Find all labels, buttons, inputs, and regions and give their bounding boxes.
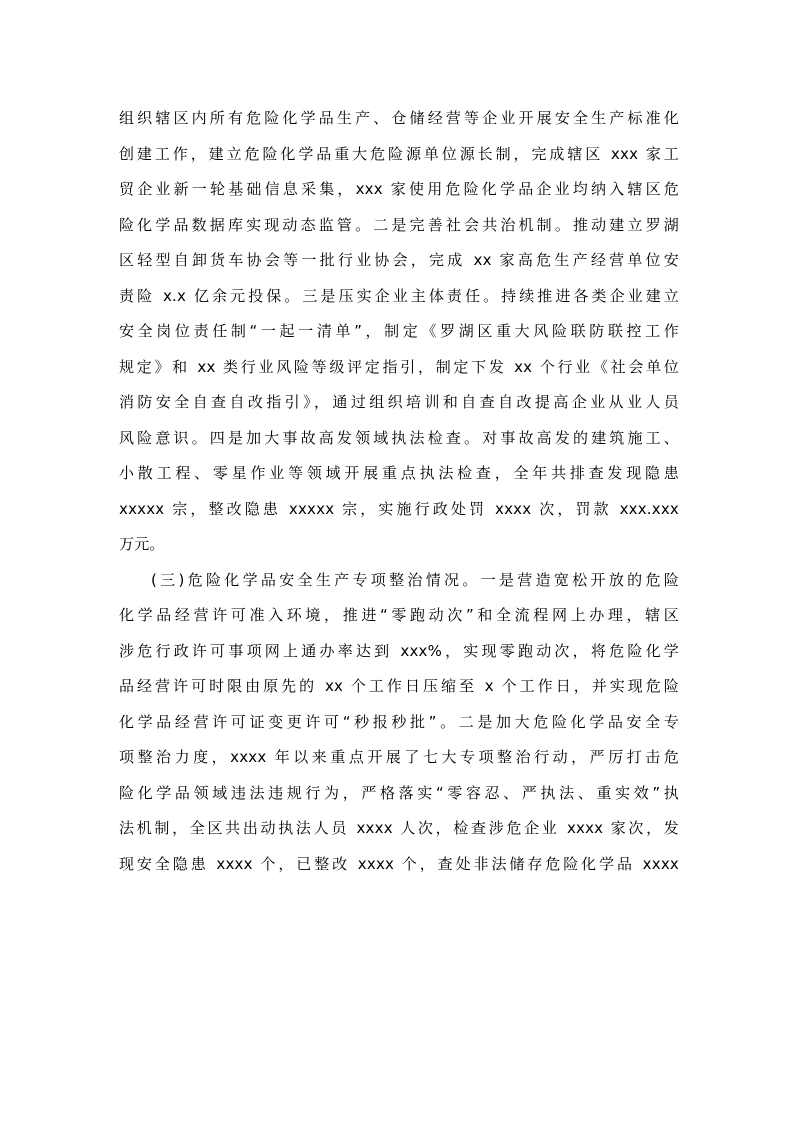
text-line: 小散工程、零星作业等领域开展重点执法检查，全年共排查发现隐患 xyxy=(119,464,679,482)
text-line: 险化学品领域违法违规行为，严格落实“零容忍、严执法、重实效”执 xyxy=(119,783,679,802)
text-line: 创建工作，建立危险化学品重大危险源单位源长制，完成辖区 xxx 家工 xyxy=(119,144,679,163)
text-line: 现安全隐患 xxxx 个，已整改 xxxx 个，查处非法储存危险化学品 xxxx xyxy=(119,854,679,873)
text-line: 区轻型自卸货车协会等一批行业协会，完成 xx 家高危生产经营单位安 xyxy=(119,251,679,269)
text-line: 项整治力度，xxxx 年以来重点开展了七大专项整治行动，严厉打击危 xyxy=(119,748,679,766)
text-line: 品经营许可时限由原先的 xx 个工作日压缩至 x 个工作日，并实现危险 xyxy=(119,677,679,695)
text-line: 法机制，全区共出动执法人员 xxxx 人次，检查涉危企业 xxxx 家次，发 xyxy=(119,819,679,837)
text-line: 安全岗位责任制“一起一清单”，制定《罗湖区重大风险联防联控工作 xyxy=(119,322,679,340)
text-line: xxxxx 宗，整改隐患 xxxxx 宗，实施行政处罚 xxxx 次，罚款 xxx.xxx xyxy=(119,499,679,518)
text-line: 贸企业新一轮基础信息采集，xxx 家使用危险化学品企业均纳入辖区危 xyxy=(119,180,679,198)
text-line: 涉危行政许可事项网上通办率达到 xxx%，实现零跑动次，将危险化学 xyxy=(119,641,679,660)
section-heading-line: (三)危险化学品安全生产专项整治情况。一是营造宽松开放的危险 xyxy=(151,570,679,589)
text-line: 险化学品数据库实现动态监管。二是完善社会共治机制。推动建立罗湖 xyxy=(119,215,679,234)
text-line: 风险意识。四是加大事故高发领域执法检查。对事故高发的建筑施工、 xyxy=(119,428,679,447)
text-line: 化学品经营许可准入环境，推进“零跑动次”和全流程网上办理，辖区 xyxy=(119,606,679,624)
text-line-paragraph-end: 万元。 xyxy=(119,535,165,553)
text-line: 消防安全自查自改指引》，通过组织培训和自查自改提高企业从业人员 xyxy=(119,393,679,411)
text-line: 责险 x.x 亿余元投保。三是压实企业主体责任。持续推进各类企业建立 xyxy=(119,286,679,305)
text-line: 规定》和 xx 类行业风险等级评定指引，制定下发 xx 个行业《社会单位 xyxy=(119,357,679,376)
body-text xyxy=(119,101,679,882)
text-line: 化学品经营许可证变更许可“秒报秒批”。二是加大危险化学品安全专 xyxy=(119,712,679,731)
text-line: 组织辖区内所有危险化学品生产、仓储经营等企业开展安全生产标准化 xyxy=(119,109,679,127)
